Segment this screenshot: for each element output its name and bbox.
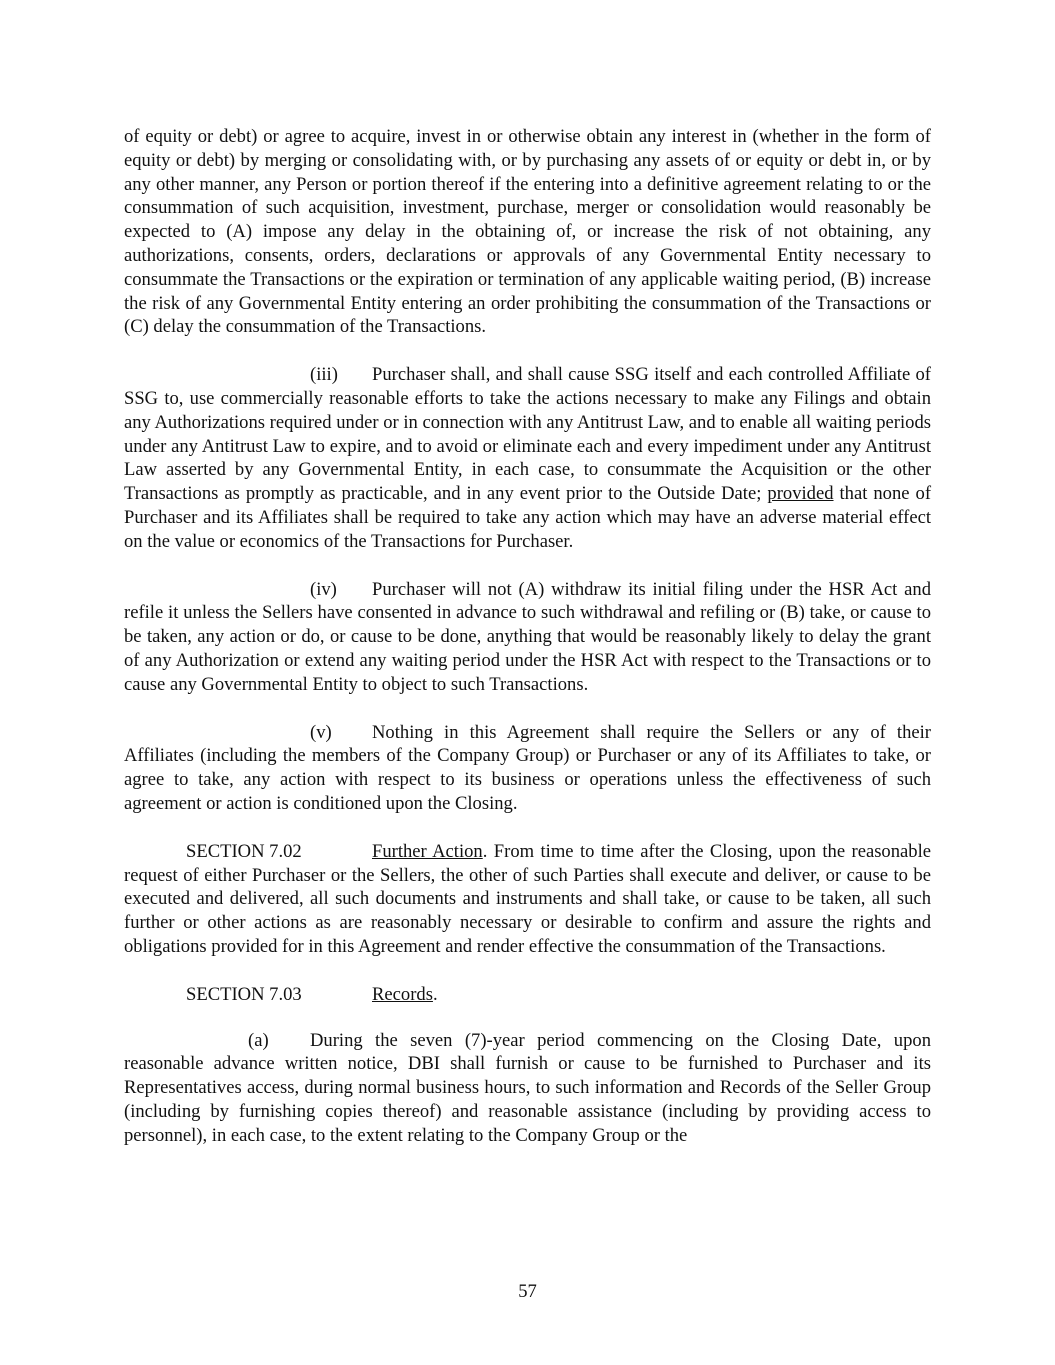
paragraph-text: . From time to time after the Closing, upon the reasonable request of either Purchaser or the Sellers, the other of such Parties shall execute and deliver, or cause to be executed and delivered, all such documents and instruments and shall take, or cause to be taken, all such further or other actions as are reasonably necessary or desirable to confirm and assure the rights and obligations provided for in this Agreement and render effective the consummation of the Transactions. — [124, 840, 931, 957]
paragraph-v — [124, 721, 931, 816]
section-7-02 — [124, 840, 931, 959]
list-marker: (iv) — [310, 578, 337, 600]
list-marker: (a) — [248, 1029, 269, 1051]
paragraph-a — [124, 1029, 931, 1148]
page-number: 57 — [518, 1281, 537, 1302]
list-marker: (iii) — [310, 364, 338, 386]
section-number: SECTION 7.02 — [186, 840, 302, 862]
paragraph-text: Nothing in this Agreement shall require the Sellers or any of their Affiliates (including the members of the Company Group) or Purchaser or any of its Affiliates to take, or agree to take, any action with respect to its business or operations unless the effectiveness of such agreement or action is conditioned upon the Closing. — [124, 721, 931, 814]
section-title: Further Action — [372, 840, 483, 862]
document-body — [124, 125, 931, 1171]
section-7-03 — [124, 983, 931, 1007]
section-title-period: . — [432, 983, 438, 1005]
paragraph-text: During the seven (7)-year period commencing on the Closing Date, upon reasonable advance written notice, DBI shall furnish or cause to be furnished to Purchaser and its Representatives access, during normal business hours, to such information and Records of the Seller Group (including by furnishing copies thereof) and reasonable assistance (including by providing access to personnel), in each case, to the extent relating to the Company Group or the — [124, 1029, 931, 1146]
paragraph-text: Purchaser shall, and shall cause SSG itself and each controlled Affiliate of SSG to, use commercially reasonable efforts to take the actions necessary to make any Filings and obtain any Authorizations required under or in connection with any Antitrust Law, and to enable all waiting periods under any Antitrust Law to expire, and to avoid or eliminate each and every impediment under any Antitrust Law asserted by any Governmental Entity, in each case, to consummate the Acquisition or the other Transactions as promptly as practicable, and in any event prior to the Outside Date; — [124, 364, 931, 505]
section-title: Records — [372, 983, 433, 1005]
list-marker: (v) — [310, 721, 332, 743]
paragraph-text: that none of Purchaser and its Affiliates shall be required to take any action which may have an adverse material effect on the value or economics of the Transactions for Purchaser. — [124, 483, 932, 552]
section-number: SECTION 7.03 — [186, 983, 302, 1005]
paragraph-iv — [124, 578, 931, 697]
paragraph-text: Purchaser will not (A) withdraw its initial filing under the HSR Act and refile it unless the Sellers have consented in advance to such withdrawal and refiling or (B) take, or cause to be taken, any action or do, or cause to be done, anything that would be reasonably likely to delay the grant of any Authorization or extend any waiting period under the HSR Act with respect to the Transactions or to cause any Governmental Entity to object to such Transactions. — [124, 578, 931, 695]
defined-term-provided: provided — [767, 483, 834, 505]
paragraph-iii — [124, 363, 931, 553]
paragraph-continuation — [124, 125, 931, 339]
paragraph-text: of equity or debt) or agree to acquire, invest in or otherwise obtain any interest in (whether in the form of equity or debt) by merging or consolidating with, or by purchasing any assets of or equity or debt in, or by any other manner, any Person or portion thereof if the entering into a definitive agreement relating to or the consummation of such acquisition, investment, purchase, merger or consolidation would reasonably be expected to (A) impose any delay in the obtaining of, or increase the risk of not obtaining, any authorizations, consents, orders, declarations or approvals of any Governmental Entity necessary to consummate the Transactions or the expiration or termination of any applicable waiting period, (B) increase the risk of any Governmental Entity entering an order prohibiting the consummation of the Transactions or (C) delay the consummation of the Transactions. — [124, 126, 931, 338]
